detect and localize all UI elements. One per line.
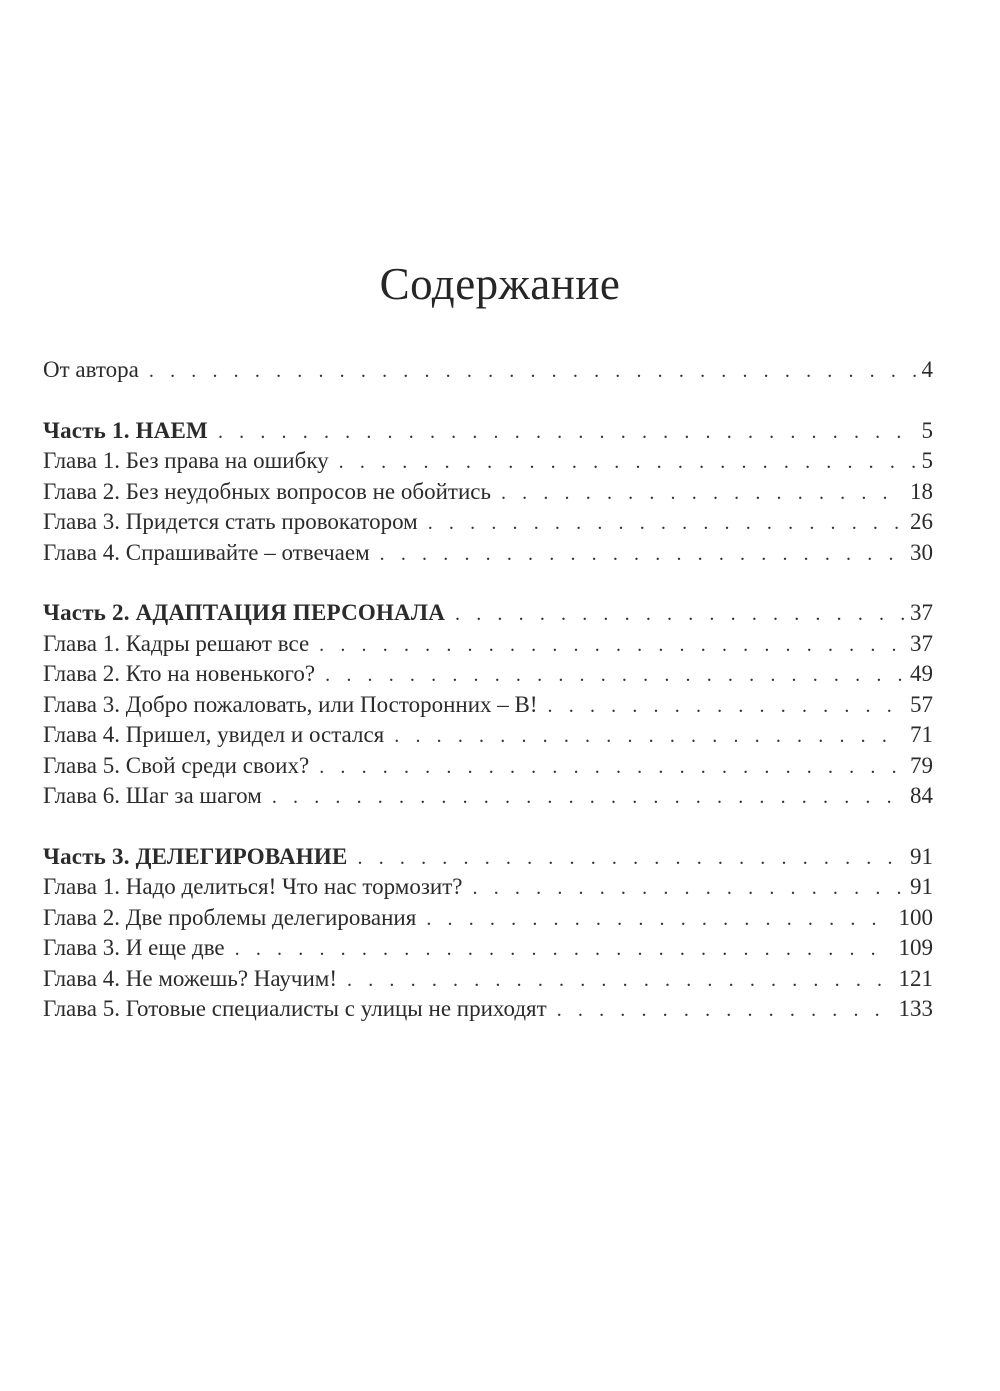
toc-entry-label: От автора <box>43 357 139 382</box>
toc-chapter-label: Глава 1. Кадры решают все <box>43 630 310 656</box>
toc-part-2[interactable] <box>43 598 933 629</box>
toc-chapter[interactable] <box>43 659 933 690</box>
toc-chapter-page: 133 <box>898 996 933 1021</box>
dot-leader <box>455 599 904 630</box>
toc-chapter[interactable] <box>43 933 933 964</box>
dot-leader <box>358 843 905 874</box>
toc-chapter[interactable] <box>43 751 933 782</box>
toc-chapter[interactable] <box>43 690 933 721</box>
dot-leader <box>380 539 904 570</box>
toc-part-page: 37 <box>910 600 933 625</box>
toc-chapter-label: Глава 4. Пришел, увидел и остался <box>43 722 385 747</box>
dot-leader <box>218 417 916 448</box>
dot-leader <box>428 508 904 539</box>
toc-chapter-page: 91 <box>910 874 933 899</box>
dot-leader <box>319 630 904 661</box>
toc-chapter[interactable] <box>43 994 933 1025</box>
toc-part-page: 5 <box>921 417 933 443</box>
toc-chapter-page: 84 <box>910 783 933 808</box>
toc-chapter-label: Глава 5. Свой среди своих? <box>43 752 310 778</box>
dot-leader <box>347 965 892 996</box>
toc-chapter-page: 109 <box>898 935 933 960</box>
toc-part-1[interactable] <box>43 416 933 447</box>
dot-leader <box>501 478 904 509</box>
toc-chapter-page: 100 <box>898 904 933 930</box>
dot-leader <box>426 904 892 935</box>
table-of-contents <box>43 355 933 1025</box>
toc-chapter-label: Глава 3. И еще две <box>43 935 225 960</box>
toc-chapter-label: Глава 1. Надо делиться! Что нас тормозит? <box>43 874 463 899</box>
toc-chapter-page: 5 <box>921 448 933 473</box>
toc-chapter-label: Глава 1. Без права на ошибку <box>43 448 329 473</box>
toc-chapter-page: 57 <box>910 691 933 717</box>
toc-chapter[interactable] <box>43 781 933 812</box>
toc-chapter-page: 49 <box>910 661 933 686</box>
toc-chapter[interactable] <box>43 538 933 569</box>
toc-chapter[interactable] <box>43 446 933 477</box>
toc-chapter[interactable] <box>43 720 933 751</box>
toc-part-label: Часть 2. АДАПТАЦИЯ ПЕРСОНАЛА <box>43 600 446 625</box>
toc-chapter-label: Глава 6. Шаг за шагом <box>43 783 262 808</box>
toc-chapter-label: Глава 2. Без неудобных вопросов не обойтись <box>43 478 491 504</box>
toc-chapter-label: Глава 5. Готовые специалисты с улицы не приходят <box>43 996 547 1021</box>
toc-chapter[interactable] <box>43 903 933 934</box>
toc-part-page: 91 <box>910 843 933 869</box>
dot-leader <box>235 934 893 965</box>
toc-chapter-page: 121 <box>898 965 933 991</box>
toc-part-label: Часть 3. ДЕЛЕГИРОВАНИЕ <box>43 843 348 869</box>
toc-chapter-label: Глава 4. Спрашивайте – отвечаем <box>43 539 370 565</box>
toc-entry-intro[interactable] <box>43 355 933 386</box>
dot-leader <box>548 691 904 722</box>
toc-chapter[interactable] <box>43 964 933 995</box>
toc-entry-page: 4 <box>921 357 933 382</box>
toc-chapter[interactable] <box>43 629 933 660</box>
toc-part-label: Часть 1. НАЕМ <box>43 417 208 443</box>
dot-leader <box>339 447 916 478</box>
toc-chapter-page: 37 <box>910 630 933 656</box>
dot-leader <box>473 873 904 904</box>
dot-leader <box>557 995 893 1026</box>
page-title: Содержание <box>379 259 621 309</box>
toc-chapter-label: Глава 2. Две проблемы делегирования <box>43 904 417 930</box>
dot-leader <box>319 752 904 783</box>
dot-leader <box>325 660 904 691</box>
toc-chapter-page: 30 <box>910 539 933 565</box>
toc-chapter-page: 18 <box>910 478 933 504</box>
toc-chapter-page: 71 <box>910 722 933 747</box>
toc-chapter-label: Глава 3. Придется стать провокатором <box>43 509 418 534</box>
toc-chapter[interactable] <box>43 507 933 538</box>
toc-chapter-page: 26 <box>910 509 933 534</box>
dot-leader <box>394 721 904 752</box>
toc-chapter-label: Глава 2. Кто на новенького? <box>43 661 316 686</box>
toc-chapter-page: 79 <box>910 752 933 778</box>
toc-part-3[interactable] <box>43 842 933 873</box>
toc-chapter-label: Глава 3. Добро пожаловать, или Посторонних – В! <box>43 691 538 717</box>
dot-leader <box>272 782 904 813</box>
toc-chapter-label: Глава 4. Не можешь? Научим! <box>43 965 338 991</box>
toc-chapter[interactable] <box>43 477 933 508</box>
toc-chapter[interactable] <box>43 872 933 903</box>
dot-leader <box>149 356 916 387</box>
